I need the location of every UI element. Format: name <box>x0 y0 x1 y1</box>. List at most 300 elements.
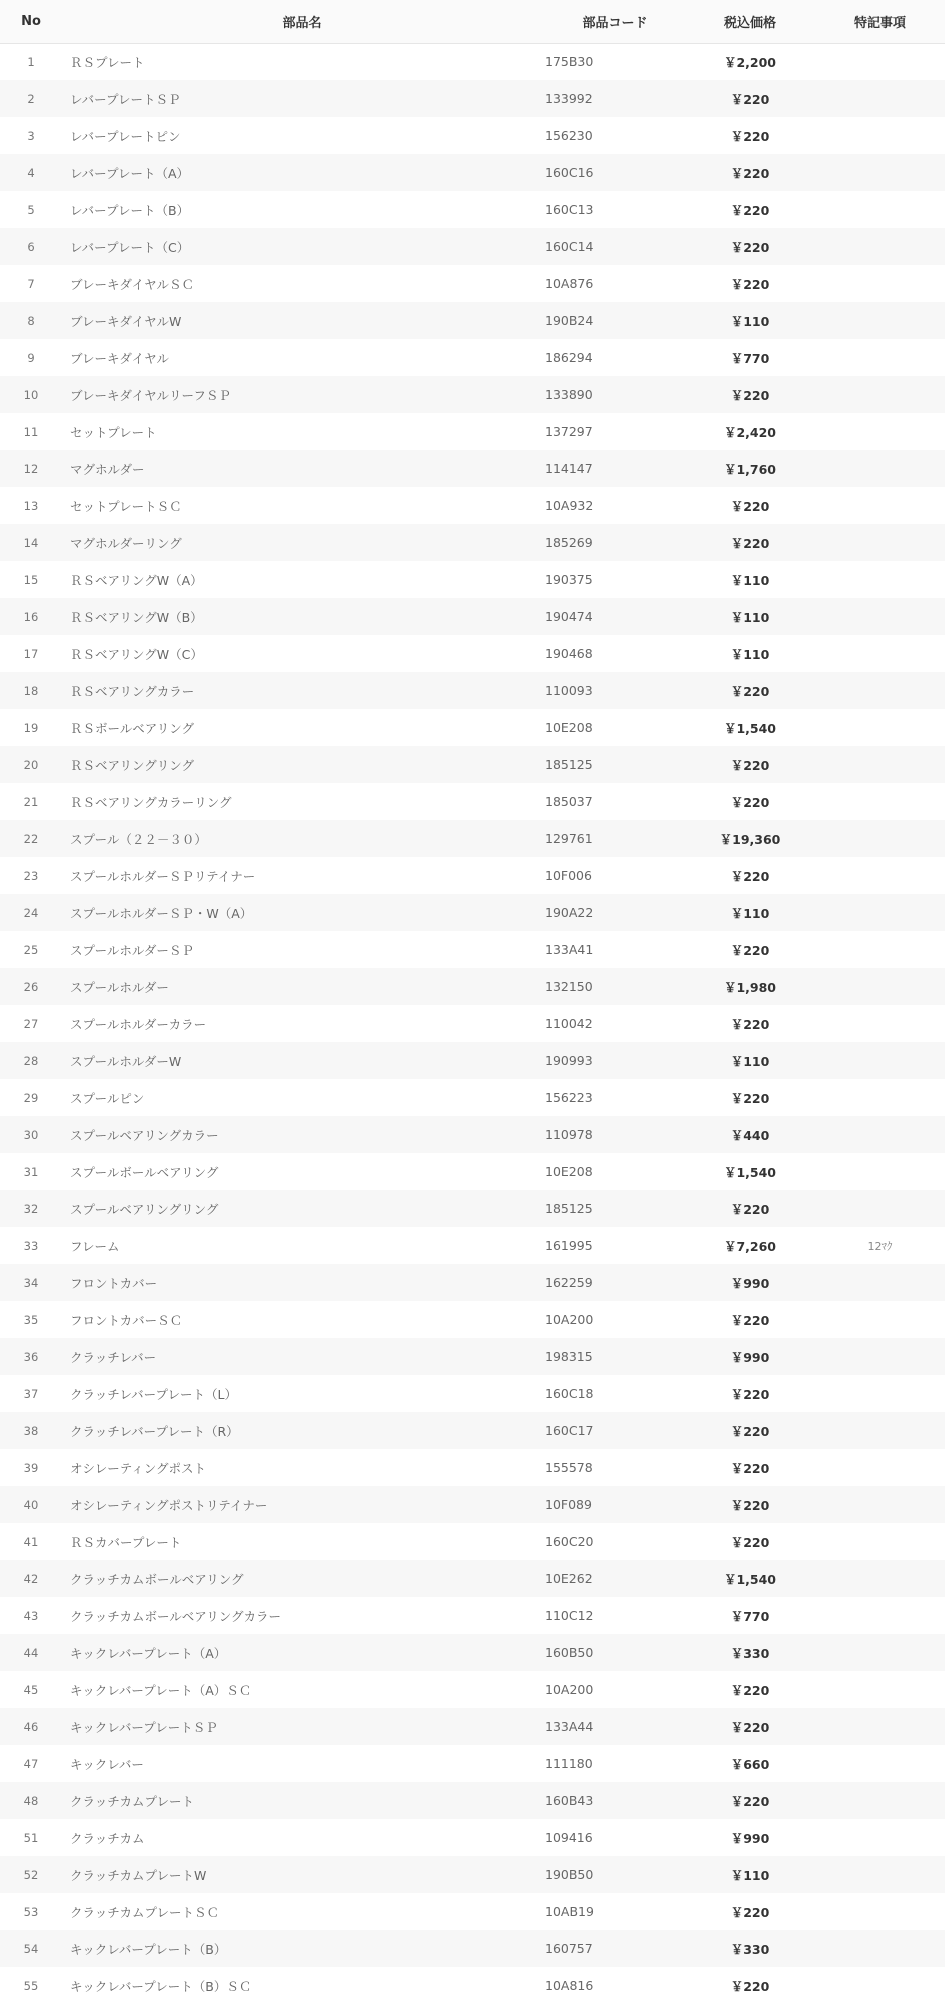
table-row <box>0 1819 945 1856</box>
cell-no: 55 <box>23 1978 39 1993</box>
cell-price: ￥110 <box>730 572 770 588</box>
cell-note <box>815 1005 945 1042</box>
cell-note <box>815 1042 945 1079</box>
cell-part-code: 190468 <box>545 646 593 661</box>
table-body <box>0 43 945 2004</box>
cell-part-name: スプールホルダーW <box>70 1053 182 1069</box>
table-row <box>0 117 945 154</box>
cell-note <box>815 1597 945 1634</box>
cell-part-name: キックレバープレート（B） <box>70 1941 227 1957</box>
cell-note <box>815 339 945 376</box>
table-row <box>0 1486 945 1523</box>
cell-part-code: 190375 <box>545 572 593 587</box>
table-row <box>0 524 945 561</box>
cell-no: 3 <box>27 128 35 143</box>
cell-part-code: 10F089 <box>545 1497 592 1512</box>
cell-no: 16 <box>23 609 39 624</box>
cell-part-name: セットプレートＳＣ <box>70 498 182 514</box>
cell-no: 21 <box>23 794 39 809</box>
cell-part-code: 198315 <box>545 1349 593 1364</box>
cell-price: ￥2,420 <box>723 424 777 440</box>
cell-no: 42 <box>23 1571 39 1586</box>
cell-price: ￥110 <box>730 1053 770 1069</box>
cell-price: ￥220 <box>730 535 770 551</box>
cell-part-name: レバープレート（C） <box>70 239 190 255</box>
header-no: No <box>21 13 41 29</box>
table-row <box>0 302 945 339</box>
table-row <box>0 1782 945 1819</box>
cell-no: 43 <box>23 1608 39 1623</box>
cell-part-name: レバープレートＳＰ <box>70 91 181 107</box>
cell-note <box>815 1819 945 1856</box>
cell-no: 54 <box>23 1941 39 1956</box>
cell-price: ￥770 <box>730 1608 770 1624</box>
cell-part-name: クラッチカムプレートＳＣ <box>70 1904 220 1920</box>
cell-no: 31 <box>23 1164 39 1179</box>
table-row <box>0 857 945 894</box>
cell-no: 26 <box>23 979 39 994</box>
table-row <box>0 339 945 376</box>
cell-no: 9 <box>27 350 35 365</box>
table-row <box>0 672 945 709</box>
cell-price: ￥220 <box>730 1460 770 1476</box>
cell-note <box>815 80 945 117</box>
cell-no: 53 <box>23 1904 39 1919</box>
table-row <box>0 1560 945 1597</box>
cell-part-code: 133890 <box>545 387 593 402</box>
cell-part-name: キックレバー <box>70 1756 144 1772</box>
table-row <box>0 1005 945 1042</box>
cell-part-code: 160C16 <box>545 165 594 180</box>
cell-note <box>815 413 945 450</box>
cell-part-code: 185125 <box>545 1201 593 1216</box>
cell-part-code: 110042 <box>545 1016 593 1031</box>
cell-part-code: 160B43 <box>545 1793 594 1808</box>
cell-part-code: 160757 <box>545 1941 593 1956</box>
cell-part-name: クラッチレバー <box>70 1349 157 1365</box>
table-header <box>0 0 945 43</box>
cell-note <box>815 43 945 80</box>
cell-part-name: スプールベアリングリング <box>70 1201 219 1217</box>
cell-price: ￥220 <box>730 1090 770 1106</box>
cell-price: ￥440 <box>730 1127 770 1143</box>
cell-price: ￥330 <box>730 1645 770 1661</box>
cell-part-code: 10E208 <box>545 1164 593 1179</box>
table-row <box>0 709 945 746</box>
cell-no: 36 <box>23 1349 39 1364</box>
cell-part-code: 175B30 <box>545 54 594 70</box>
cell-no: 47 <box>23 1756 39 1771</box>
cell-note <box>815 376 945 413</box>
cell-part-name: キックレバープレート（A）ＳＣ <box>70 1682 252 1698</box>
cell-no: 30 <box>23 1127 39 1142</box>
cell-price: ￥220 <box>730 1386 770 1402</box>
cell-price: ￥220 <box>730 1201 770 1217</box>
cell-no: 7 <box>27 276 35 291</box>
cell-no: 1 <box>27 54 35 69</box>
cell-note <box>815 1190 945 1227</box>
cell-part-name: クラッチカムボールベアリング <box>70 1571 244 1587</box>
cell-note <box>815 1338 945 1375</box>
table-row <box>0 561 945 598</box>
cell-part-code: 10A932 <box>545 498 594 513</box>
cell-part-name: ブレーキダイヤルリーフＳＰ <box>70 387 231 403</box>
cell-note <box>815 487 945 524</box>
cell-price: ￥220 <box>730 165 770 181</box>
cell-part-code: 10AB19 <box>545 1904 594 1919</box>
cell-part-code: 133992 <box>545 91 593 106</box>
cell-price: ￥220 <box>730 1312 770 1328</box>
table-row <box>0 1708 945 1745</box>
table-row <box>0 1116 945 1153</box>
cell-part-code: 160C14 <box>545 239 594 254</box>
table-row <box>0 413 945 450</box>
cell-part-code: 137297 <box>545 424 593 439</box>
cell-part-code: 156223 <box>545 1090 593 1105</box>
cell-part-name: スプールホルダーＳＰ <box>70 942 194 958</box>
cell-no: 44 <box>23 1645 39 1660</box>
cell-price: ￥220 <box>730 202 770 218</box>
table-row <box>0 1449 945 1486</box>
cell-no: 19 <box>23 720 39 735</box>
cell-part-code: 155578 <box>545 1460 593 1475</box>
header-code: 部品コード <box>582 15 648 31</box>
cell-part-code: 110093 <box>545 683 593 698</box>
cell-part-name: オシレーティングポストリテイナー <box>70 1497 268 1513</box>
cell-part-name: セットプレート <box>70 424 157 440</box>
table-row <box>0 1412 945 1449</box>
cell-no: 12 <box>23 461 39 476</box>
table-row <box>0 1930 945 1967</box>
cell-part-code: 10A200 <box>545 1682 594 1697</box>
cell-part-code: 190B24 <box>545 313 594 328</box>
cell-part-code: 186294 <box>545 350 593 365</box>
cell-part-name: ＲＳボールベアリング <box>70 720 195 736</box>
cell-no: 2 <box>27 91 35 106</box>
cell-part-code: 160C20 <box>545 1534 594 1549</box>
cell-note <box>815 1449 945 1486</box>
table-row <box>0 746 945 783</box>
table-row <box>0 191 945 228</box>
cell-note <box>815 154 945 191</box>
table-row <box>0 1079 945 1116</box>
table-row <box>0 783 945 820</box>
cell-part-name: クラッチレバープレート（R） <box>70 1423 239 1439</box>
cell-part-name: ＲＳベアリングW（A） <box>70 572 203 588</box>
cell-part-code: 111180 <box>545 1756 593 1771</box>
cell-price: ￥220 <box>730 683 770 699</box>
cell-no: 39 <box>23 1460 39 1475</box>
cell-note <box>815 450 945 487</box>
cell-no: 6 <box>27 239 35 254</box>
cell-note: 12ﾏｸ <box>867 1239 893 1253</box>
table-row <box>0 154 945 191</box>
cell-part-name: レバープレートピン <box>70 128 181 144</box>
cell-part-name: クラッチレバープレート（L） <box>70 1386 237 1402</box>
cell-part-code: 110C12 <box>545 1608 594 1623</box>
cell-price: ￥660 <box>730 1756 770 1772</box>
cell-part-name: クラッチカムプレートW <box>70 1867 207 1883</box>
cell-part-code: 132150 <box>545 979 593 994</box>
cell-part-name: キックレバープレートＳＰ <box>70 1719 218 1735</box>
cell-price: ￥110 <box>730 313 770 329</box>
cell-price: ￥990 <box>730 1830 770 1846</box>
table-row <box>0 228 945 265</box>
cell-part-name: スプールピン <box>70 1090 145 1106</box>
table-row <box>0 376 945 413</box>
cell-part-code: 109416 <box>545 1830 593 1845</box>
cell-part-name: スプールホルダー <box>70 979 169 995</box>
table-row <box>0 1634 945 1671</box>
cell-no: 35 <box>23 1312 39 1327</box>
cell-no: 13 <box>23 498 39 513</box>
cell-price: ￥220 <box>730 498 770 514</box>
cell-no: 52 <box>23 1867 39 1882</box>
cell-part-code: 162259 <box>545 1275 593 1290</box>
cell-part-name: スプールホルダーＳＰリテイナー <box>70 868 256 884</box>
cell-price: ￥220 <box>730 387 770 403</box>
cell-part-name: ＲＳベアリングW（C） <box>70 646 203 662</box>
cell-note <box>815 1745 945 1782</box>
cell-part-name: ＲＳプレート <box>70 54 145 70</box>
cell-price: ￥220 <box>730 1793 770 1809</box>
cell-part-name: ブレーキダイヤル <box>70 350 170 366</box>
cell-part-code: 190A22 <box>545 905 594 920</box>
cell-part-code: 10F006 <box>545 868 592 883</box>
cell-note <box>815 672 945 709</box>
cell-part-name: マグホルダー <box>70 461 145 477</box>
cell-price: ￥1,980 <box>723 979 777 995</box>
cell-no: 20 <box>23 757 39 772</box>
cell-note <box>815 1782 945 1819</box>
cell-part-name: キックレバープレート（A） <box>70 1645 227 1661</box>
cell-price: ￥110 <box>730 1867 770 1883</box>
cell-price: ￥220 <box>730 1497 770 1513</box>
cell-part-code: 10A876 <box>545 276 594 291</box>
cell-price: ￥220 <box>730 1016 770 1032</box>
cell-no: 33 <box>23 1238 39 1253</box>
cell-note <box>815 1560 945 1597</box>
cell-note <box>815 1486 945 1523</box>
cell-no: 34 <box>23 1275 39 1290</box>
cell-no: 27 <box>23 1016 39 1031</box>
cell-price: ￥330 <box>730 1941 770 1957</box>
header-price: 税込価格 <box>723 15 776 31</box>
cell-part-code: 110978 <box>545 1127 593 1142</box>
cell-price: ￥1,540 <box>723 720 777 736</box>
cell-note <box>815 709 945 746</box>
cell-part-code: 114147 <box>545 461 593 476</box>
cell-part-name: スプールベアリングカラー <box>70 1127 219 1143</box>
cell-no: 18 <box>23 683 39 698</box>
cell-note <box>815 1079 945 1116</box>
cell-part-code: 161995 <box>545 1238 593 1253</box>
cell-part-code: 185037 <box>545 794 593 809</box>
cell-part-code: 185269 <box>545 535 593 550</box>
cell-price: ￥220 <box>730 794 770 810</box>
cell-price: ￥1,760 <box>723 461 777 477</box>
cell-price: ￥770 <box>730 350 770 366</box>
cell-note <box>815 1412 945 1449</box>
cell-note <box>815 1301 945 1338</box>
cell-note <box>815 1930 945 1967</box>
cell-price: ￥2,200 <box>723 54 777 70</box>
cell-part-code: 10A816 <box>545 1978 594 1993</box>
cell-note <box>815 820 945 857</box>
cell-part-name: スプールホルダーＳＰ・W（A） <box>70 905 253 921</box>
cell-no: 15 <box>23 572 39 587</box>
cell-note <box>815 191 945 228</box>
table-row <box>0 598 945 635</box>
cell-note <box>815 1523 945 1560</box>
table-row <box>0 1967 945 2004</box>
cell-price: ￥1,540 <box>723 1164 777 1180</box>
cell-note <box>815 598 945 635</box>
table-row <box>0 635 945 672</box>
cell-part-code: 10E208 <box>545 720 593 735</box>
cell-price: ￥220 <box>730 1682 770 1698</box>
cell-no: 51 <box>23 1830 39 1845</box>
table-row <box>0 1856 945 1893</box>
cell-price: ￥220 <box>730 1719 770 1735</box>
cell-part-name: ＲＳベアリングカラーリング <box>70 794 232 810</box>
table-row <box>0 1523 945 1560</box>
cell-price: ￥220 <box>730 1423 770 1439</box>
cell-no: 37 <box>23 1386 39 1401</box>
cell-note <box>815 1153 945 1190</box>
cell-price: ￥220 <box>730 128 770 144</box>
cell-note <box>815 1634 945 1671</box>
header-name: 部品名 <box>282 15 322 31</box>
cell-no: 32 <box>23 1201 39 1216</box>
table-row <box>0 1042 945 1079</box>
cell-note <box>815 1967 945 2004</box>
cell-no: 8 <box>27 313 35 328</box>
table-row <box>0 1375 945 1412</box>
cell-no: 25 <box>23 942 39 957</box>
cell-no: 38 <box>23 1423 39 1438</box>
cell-part-name: スプール（２２－３０） <box>70 831 207 847</box>
cell-price: ￥220 <box>730 276 770 292</box>
cell-note <box>815 302 945 339</box>
cell-part-code: 160C17 <box>545 1423 594 1438</box>
cell-note <box>815 968 945 1005</box>
table-row <box>0 1745 945 1782</box>
table-row <box>0 1264 945 1301</box>
cell-note <box>815 561 945 598</box>
cell-note <box>815 265 945 302</box>
cell-part-code: 133A41 <box>545 942 594 957</box>
cell-part-name: ＲＳベアリングリング <box>70 757 195 773</box>
cell-part-name: クラッチカムボールベアリングカラー <box>70 1608 282 1624</box>
cell-no: 11 <box>23 424 39 439</box>
cell-no: 45 <box>23 1682 39 1697</box>
cell-part-name: クラッチカム <box>70 1830 145 1846</box>
cell-no: 41 <box>23 1534 39 1549</box>
cell-part-code: 129761 <box>545 831 593 846</box>
cell-part-code: 10E262 <box>545 1571 593 1586</box>
cell-part-name: スプールホルダーカラー <box>70 1016 207 1032</box>
cell-price: ￥7,260 <box>723 1238 777 1254</box>
table-row <box>0 1227 945 1264</box>
table-row <box>0 1338 945 1375</box>
header-note: 特記事項 <box>853 15 906 31</box>
cell-part-name: フレーム <box>70 1238 120 1254</box>
cell-note <box>815 1708 945 1745</box>
cell-part-name: ＲＳカバープレート <box>70 1534 182 1550</box>
table-row <box>0 1301 945 1338</box>
cell-no: 40 <box>23 1497 39 1512</box>
cell-note <box>815 1671 945 1708</box>
cell-price: ￥220 <box>730 942 770 958</box>
cell-no: 5 <box>27 202 35 217</box>
cell-note <box>815 1264 945 1301</box>
cell-note <box>815 117 945 154</box>
cell-part-name: キックレバープレート（B）ＳＣ <box>70 1978 252 1994</box>
cell-part-name: ＲＳベアリングW（B） <box>70 609 203 625</box>
cell-part-name: スプールボールベアリング <box>70 1164 219 1180</box>
cell-part-name: ＲＳベアリングカラー <box>70 683 195 699</box>
cell-part-code: 10A200 <box>545 1312 594 1327</box>
cell-price: ￥220 <box>730 1534 770 1550</box>
cell-price: ￥110 <box>730 905 770 921</box>
cell-price: ￥990 <box>730 1275 770 1291</box>
cell-price: ￥220 <box>730 91 770 107</box>
header-row <box>0 0 945 43</box>
cell-note <box>815 1116 945 1153</box>
cell-no: 23 <box>23 868 39 883</box>
cell-price: ￥1,540 <box>723 1571 777 1587</box>
table-row <box>0 450 945 487</box>
cell-note <box>815 857 945 894</box>
cell-part-code: 190B50 <box>545 1867 594 1882</box>
table-row <box>0 968 945 1005</box>
cell-no: 46 <box>23 1719 39 1734</box>
cell-note <box>815 894 945 931</box>
cell-note <box>815 1893 945 1930</box>
cell-price: ￥220 <box>730 1978 770 1994</box>
cell-price: ￥220 <box>730 757 770 773</box>
cell-part-name: フロントカバー <box>70 1275 158 1291</box>
cell-no: 14 <box>23 535 39 550</box>
table-row <box>0 894 945 931</box>
cell-part-name: ブレーキダイヤルＳＣ <box>70 276 195 292</box>
cell-part-code: 133A44 <box>545 1719 594 1734</box>
cell-note <box>815 228 945 265</box>
table-row <box>0 931 945 968</box>
cell-note <box>815 635 945 672</box>
cell-note <box>815 931 945 968</box>
cell-no: 24 <box>23 905 39 920</box>
table-row <box>0 1190 945 1227</box>
cell-price: ￥110 <box>730 646 770 662</box>
table-row <box>0 1597 945 1634</box>
cell-note <box>815 1375 945 1412</box>
cell-price: ￥110 <box>730 609 770 625</box>
cell-part-code: 185125 <box>545 757 593 772</box>
table-row <box>0 1153 945 1190</box>
cell-note <box>815 783 945 820</box>
cell-part-code: 160C13 <box>545 202 594 217</box>
cell-part-name: マグホルダーリング <box>70 535 182 551</box>
cell-part-name: フロントカバーＳＣ <box>70 1312 183 1328</box>
cell-price: ￥19,360 <box>719 831 781 847</box>
table-row <box>0 1671 945 1708</box>
table-row <box>0 265 945 302</box>
table-row <box>0 43 945 80</box>
cell-note <box>815 524 945 561</box>
cell-no: 10 <box>23 387 39 402</box>
